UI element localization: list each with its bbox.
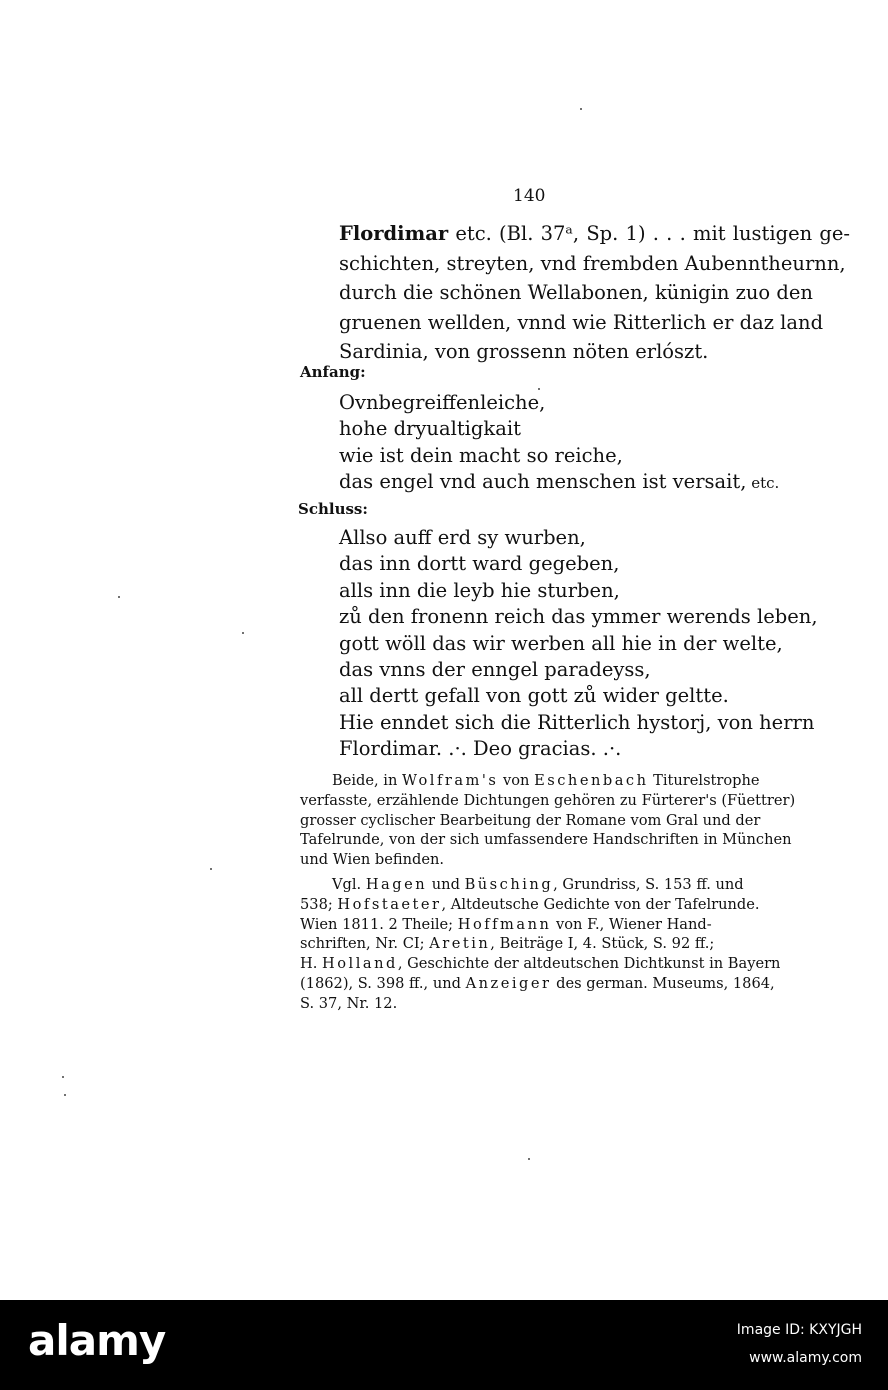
author-name: Hagen [365,876,428,893]
intro-line: gruenen wellden, vnnd wie Ritterlich er daz land [339,310,824,334]
verse-line: zů den fronenn reich das ymmer werends leben, [339,605,818,629]
author-name: Eschenbach [534,772,649,789]
scan-speck [528,1158,530,1160]
verse-line: Allso auff erd sy wurben, [339,526,586,549]
scan-speck [62,1076,64,1078]
note-paragraph-1 [300,771,796,870]
note-line [300,915,790,935]
anfang-verse [339,390,779,497]
note-line [300,771,790,791]
author-name: Büsching [464,876,554,893]
intro-line [339,219,850,249]
page-number: 140 [513,186,546,206]
verse-etc: etc. [746,474,780,493]
note-text: H. [300,955,323,973]
note-text: , Beiträge I, 4. Stück, S. 92 ff.; [490,935,715,953]
note-line: und Wien befinden. [300,851,444,869]
verse-line: alls inn die leyb hie sturben, [339,578,620,602]
note-text: von F., Wiener Hand- [551,915,712,933]
work-title: Flordimar [339,222,449,245]
verse-line-text: das engel vnd auch menschen ist versait, [339,470,747,494]
note-text: , Altdeutsche Gedichte von der Tafelrunde. [441,895,760,913]
author-name: Anzeiger [465,974,552,992]
note-text: (1862), S. 398 ff., und [300,974,466,992]
schluss-verse [339,525,818,763]
scan-speck [210,868,212,870]
note-text: Titurelstrophe [648,772,760,789]
scan-speck [538,388,540,390]
anfang-label: Anfang: [300,363,366,381]
verse-line [339,469,779,496]
note-text: , Grundriss, S. 153 ff. und [553,876,744,893]
author-name: Holland [322,955,398,973]
note-line: Tafelrunde, von der sich umfassendere Handschriften in München [300,831,792,849]
intro-paragraph [339,219,850,367]
note-text: und [427,876,465,893]
author-name: Hoffmann [457,915,552,933]
note-line [300,934,790,954]
intro-line: schichten, streyten, vnd frembden Aubenntheurnn, [339,251,846,275]
note-line [300,895,790,915]
verse-line: hohe dryualtigkait [339,417,521,441]
verse-line: das inn dortt ward gegeben, [339,552,620,576]
note-line [300,974,790,994]
scan-speck [242,632,244,634]
verse-line: Flordimar. .·. Deo gracias. .·. [339,737,622,761]
note-text: Beide, in [332,772,402,789]
note-line: grosser cyclischer Bearbeitung der Romane vom Gral und der [300,811,761,829]
note-text: von [498,772,535,789]
site-url: www.alamy.com [749,1350,862,1366]
note-line: verfasste, erzählende Dichtungen gehören zu Fürterer's (Füettrer) [300,791,796,809]
note-line: S. 37, Nr. 12. [300,994,398,1012]
scan-speck [118,596,120,598]
scan-speck [64,1094,66,1096]
verse-line: das vnns der enngel paradeyss, [339,658,651,682]
verse-line: all dertt gefall von gott zů wider geltte. [339,684,729,708]
note-line [300,954,790,974]
note-text: 538; [300,895,338,913]
note-line [300,875,790,895]
image-id: Image ID: KXYJGH [736,1322,862,1338]
note-paragraph-2 [300,875,790,1014]
note-text: Wien 1811. 2 Theile; [300,915,458,933]
author-name: Aretin [429,935,491,953]
alamy-logo: alamy [28,1316,166,1365]
scan-speck [580,108,582,110]
schluss-label: Schluss: [298,500,368,518]
note-text: schriften, Nr. CI; [300,935,430,953]
verse-line: gott wöll das wir werben all hie in der welte, [339,631,783,655]
verse-line: Hie enndet sich die Ritterlich hystorj, von herrn [339,710,815,734]
intro-line: Sardinia, von grossenn nöten erlószt. [339,340,709,363]
note-text: , Geschichte der altdeutschen Dichtkunst in Bayern [397,955,781,973]
note-text: Vgl. [332,876,366,893]
verse-line: Ovnbegreiffenleiche, [339,391,546,414]
verse-line: wie ist dein macht so reiche, [339,443,623,467]
author-name: Wolfram's [402,772,499,789]
intro-line: durch die schönen Wellabonen, künigin zuo den [339,281,813,304]
note-text: des german. Museums, 1864, [551,974,775,992]
author-name: Hofstaeter [337,895,442,913]
intro-line-rest: etc. (Bl. 37ᵃ, Sp. 1) . . . mit lustigen ge- [448,222,850,245]
